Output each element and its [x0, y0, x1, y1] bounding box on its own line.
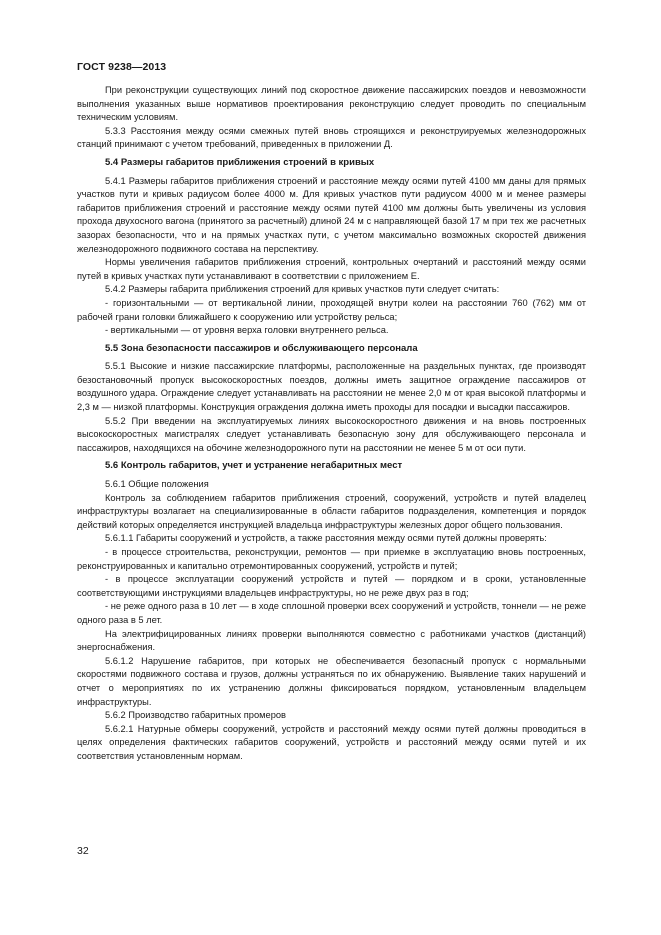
paragraph: 5.6.1.1 Габариты сооружений и устройств, а также расстояния между осями путей должны проверять: — [105, 533, 547, 544]
paragraph: 5.4.2 Размеры габарита приближения строений для кривых участков пути следует считать: — [105, 284, 500, 295]
section-heading: 5.6 Контроль габаритов, учет и устранение негабаритных мест — [105, 460, 403, 472]
paragraph: 5.3.3 Расстояния между осями смежных путей вновь строящихся и реконструируемых железнодорожных станций принимают с учетом требований, приведенных в приложении Д. — [77, 125, 586, 150]
paragraph: 5.6.1 Общие положения — [105, 479, 209, 490]
paragraph: 5.5.1 Высокие и низкие пассажирские платформы, расположенные на раздельных пунктах, где производят безостановочный пропуск высокоскоростных поездов, должны иметь защитное ограждение пассажиров от воздушного удара. Ограждение следует устанавливать на расстоянии не менее 2,0 м от края высокой платформы и 2,3 м — низкой платформы. Конструкция ограждения должна иметь проходы для посадки и высадки пассажиров. — [77, 361, 586, 413]
paragraph: На электрифицированных линиях проверки выполняются совместно с работниками участков (дистанций) энергоснабжения. — [77, 628, 586, 653]
paragraph: Контроль за соблюдением габаритов приближения строений, сооружений, устройств и путей владелец инфраструктуры возлагает на специализированные в области габаритов подразделения, компетенция и порядок действий которых определяется инструкцией владельца инфраструктуры железных дорог общего пользования. — [77, 492, 586, 530]
list-item: - горизонтальными — от вертикальной линии, проходящей внутри колеи на расстоянии 760 (762) мм от рабочей грани головки ближайшего к сооружению или устройству рельса; — [77, 297, 586, 322]
section-heading: 5.4 Размеры габаритов приближения строений в кривых — [105, 156, 375, 168]
list-item: - вертикальными — от уровня верха головки внутреннего рельса. — [105, 325, 389, 336]
paragraph: 5.6.2.1 Натурные обмеры сооружений, устройств и расстояний между осями путей должны проводиться в целях определения фактических габаритов сооружений, устройств и расстояний между осями путей и их соответствия установленным нормам. — [77, 723, 586, 761]
paragraph: 5.6.2 Производство габаритных промеров — [105, 710, 286, 721]
list-item: - в процессе строительства, реконструкции, ремонтов — при приемке в эксплуатацию вновь построенных, реконструированных и капитально отремонтированных сооружений, устройств и путей; — [77, 547, 586, 571]
paragraph: Нормы увеличения габаритов приближения строений, контрольных очертаний и расстояний между осями путей в кривых участках пути устанавливают в соответствии с приложением Е. — [77, 257, 586, 281]
paragraph: 5.4.1 Размеры габаритов приближения строений и расстояние между осями путей 4100 мм даны для прямых участков пути и кривых радиусом более 4000 м. Для кривых участков пути радиусом 4000 м и менее размеры габаритов приближения строений и расстояние между осями путей 4100 мм должны быть увеличены из условия прохода двухосного вагона (принятого за расчетный) длиной 24 м с направляющей базой 17 м при тех же расчетных зазорах безопасности, что и на прямых участках пути, с учетом максимально возможных скоростей движения железнодорожного подвижного состава на перспективу. — [77, 175, 586, 254]
list-item: - в процессе эксплуатации сооружений устройств и путей — порядком и в сроки, установленные соответствующими инструкциями владельцев инфраструктуры, но не реже двух раз в год; — [77, 574, 586, 598]
document-body — [77, 84, 586, 764]
paragraph: 5.5.2 При введении на эксплуатируемых линиях высокоскоростного движения и на вновь построенных высокоскоростных магистралях следует устанавливать безопасную зону для обслуживающего персонала и пассажиров, находящихся на обочине железнодорожного пути на расстоянии не менее 5 м от оси пути. — [77, 415, 586, 453]
paragraph: При реконструкции существующих линий под скоростное движение пассажирских поездов и невозможности выполнения указанных выше нормативов проектирования реконструкцию следует проводить по специальным техническим условиям. — [77, 85, 586, 123]
document-code-header: ГОСТ 9238—2013 — [77, 61, 167, 73]
paragraph: 5.6.1.2 Нарушение габаритов, при которых не обеспечивается безопасный пропуск с нормальными скоростями подвижного состава и грузов, должны устраняться по их обнаружению. Выявление таких нарушений и отчет о мероприятиях по их устранению должны фиксироваться порядком, установленным владельцем инфраструктуры. — [77, 655, 586, 707]
section-heading: 5.5 Зона безопасности пассажиров и обслуживающего персонала — [105, 342, 418, 354]
list-item: - не реже одного раза в 10 лет — в ходе сплошной проверки всех сооружений и устройств, тоннели — не реже одного раза в 5 лет. — [77, 601, 586, 625]
page-number: 32 — [77, 845, 89, 857]
